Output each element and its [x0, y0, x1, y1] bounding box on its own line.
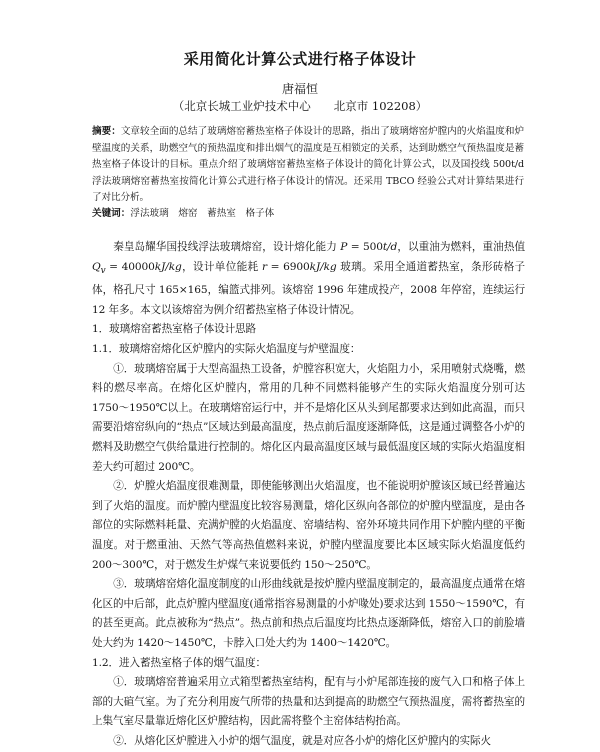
author-affiliation: （北京长城工业炉技术中心 北京市 102208）: [172, 99, 428, 113]
abstract-label: 摘要：: [92, 126, 121, 137]
paper-title: 采用简化计算公式进行格子体设计: [183, 50, 417, 68]
abstract: [92, 124, 524, 207]
keywords-text: 浮法玻璃 熔窑 蓄热室 格子体: [130, 208, 275, 219]
section-heading-1: 1．玻璃熔窑蓄热室格子体设计思路: [92, 323, 257, 336]
paragraph-2: ②．炉膛火焰温度很难测量，即使能够测出火焰温度，也不能说明炉膛该区域已经普遍达到了火焰的温度。而炉膛内壁温度比较容易测量，熔化区纵向各部位的炉膛内壁温度，是由各部位的实际燃料耗量、充满炉膛的火焰温度、窑墙结构、窑外环境共同作用下炉膛内壁的平衡温度。对于燃重油、天然气等高热值燃料来说，炉膛内壁温度要比本区域实际火焰温度低约 200～300℃，对于燃发生炉煤气来说要低约 150～250℃。: [92, 480, 525, 571]
paragraph-3: ③．玻璃熔窑熔化温度制度的山形曲线就是按炉膛内壁温度制定的，最高温度点通常在熔化区的中后部，此点炉膛内壁温度(通常指容易测量的小炉喙处)要求达到 1550～1590℃，有的甚至更高。此点被称为“热点”。热点前和热点后温度均比热点逐渐降低，熔窑入口的前脸墙处大约为 1420～1450℃，卡脖入口处大约为 1400～1420℃。: [92, 578, 525, 649]
section-heading-1-2: 1.2．进入蓄热室格子体的烟气温度：: [92, 656, 266, 669]
section-heading-1-1: 1.1．玻璃熔窑熔化区炉膛内的实际火焰温度与炉壁温度：: [92, 343, 361, 356]
paragraph-4: ①．玻璃熔窑普遍采用立式箱型蓄热室结构，配有与小炉尾部连接的废气入口和格子体上部的大碹气室。为了充分利用废气所带的热量和达到提高的助燃空气预热温度，需将蓄热室的上集气室尽量靠近熔化区炉膛结构，因此需将整个主窑体结构抬高。: [92, 676, 525, 728]
keywords: [92, 206, 524, 222]
abstract-text: 文章较全面的总结了玻璃熔窑蓄热室格子体设计的思路，指出了玻璃熔窑炉膛内的火焰温度和炉壁温度的关系，助燃空气的预热温度和排出烟气的温度是互相锁定的关系，达到助燃空气预热温度是蓄热室格子体设计的目标。重点介绍了玻璃熔窑蓄热室格子体设计的简化计算公式，以及国投线 500t/d 浮法玻璃熔窑蓄热室按简化计算公式进行格子体设计的情况。还采用 TBCO 经验公式对计算结果进行了对比分析。: [92, 126, 524, 204]
author-name: 唐福恒: [281, 82, 318, 96]
body-text: [92, 238, 525, 752]
intro-paragraph: 秦皇岛耀华国投线浮法玻璃熔窑，设计熔化能力 P = 500t/d，以重油为燃料，重油热值 $Q_v = 40000kJ/kg$，设计单位能耗 r = 6900kJ/kg 玻璃。采用全通道蓄热室，条形砖格子体，格孔尺寸 165×165，编篮式排列。该熔窑 1996 年建成投产，2008 年停窑，连续运行 12 年多。本文以该熔窑为例介绍蓄热室格子体设计情况。: [92, 241, 525, 316]
keywords-label: 关键词：: [92, 208, 131, 219]
paragraph-1: ①．玻璃熔窑属于大型高温热工设备，炉膛容积宽大，火焰阻力小，采用喷射式烧嘴，燃料的燃尽率高。在熔化区炉膛内，常用的几种不同燃料能够产生的实际火焰温度分别可达 1750～1950℃以上。在玻璃熔窑运行中，并不是熔化区从头到尾都要求达到如此高温，而只需要沿熔窑纵向的“热点”区域达到最高温度，热点前后温度逐渐降低，这是通过调整各小炉的燃料及助燃空气供给量进行控制的。熔化区内最高温度区域与最低温度区域的实际火焰温度相差大约可超过 200℃。: [92, 362, 525, 473]
paragraph-5: ②．从熔化区炉膛进入小炉的烟气温度，就是对应各小炉的熔化区炉膛内的实际火: [113, 734, 491, 747]
